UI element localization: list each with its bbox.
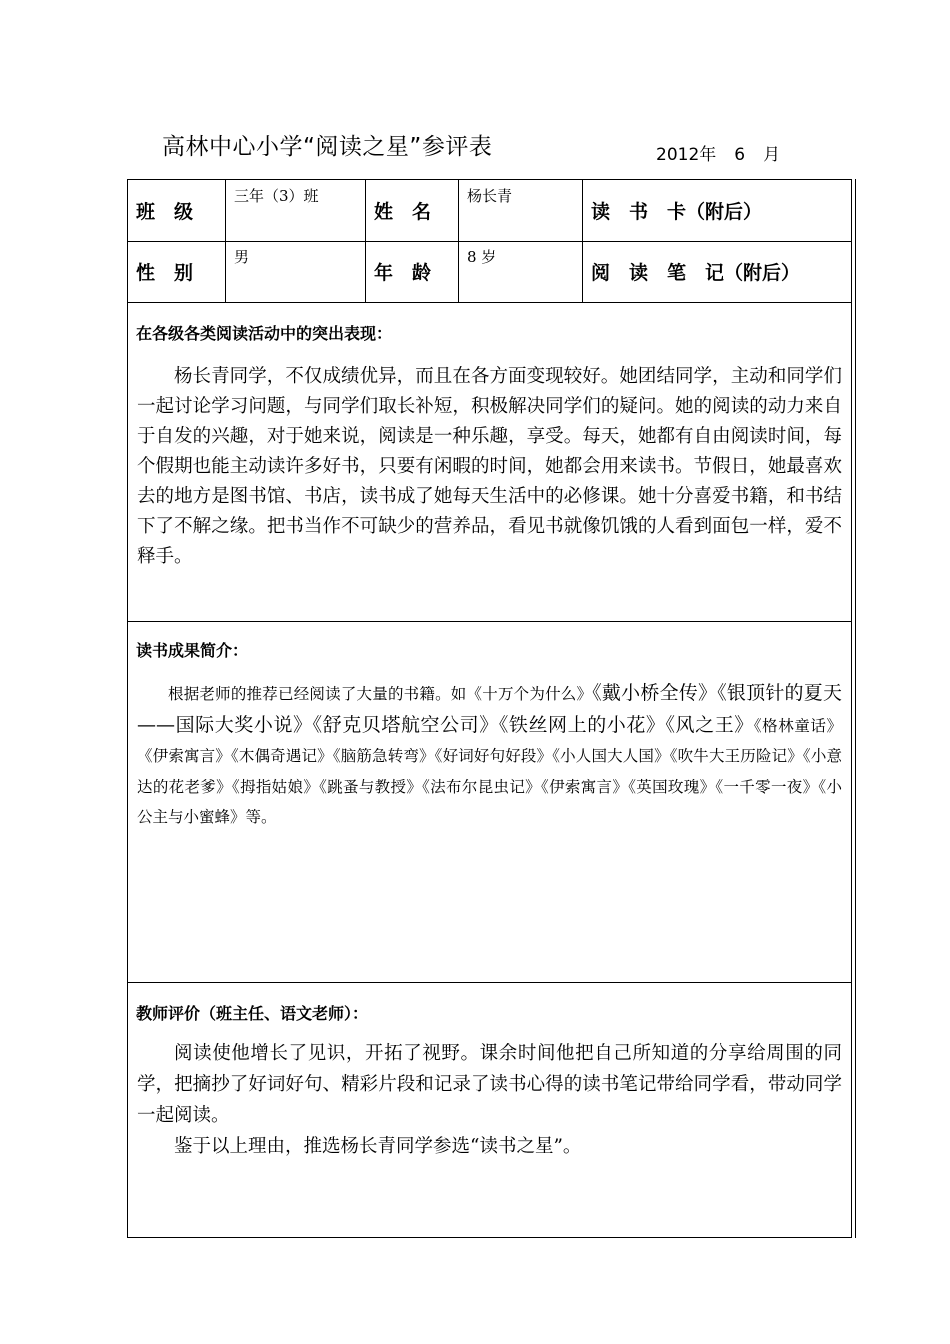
row-divider	[128, 302, 851, 303]
results-book-titles-large: 《戴小桥全传》《银顶针的夏天——国际大奖小说》《舒克贝塔航空公司》《铁丝网上的小花》《风之王》	[137, 682, 842, 736]
form-date	[656, 140, 780, 165]
class-label: 班 级	[136, 201, 194, 223]
performance-heading: 在各级各类阅读活动中的突出表现：	[136, 324, 393, 343]
row-divider	[128, 241, 851, 242]
column-divider	[225, 180, 226, 302]
evaluation-heading: 教师评价（班主任、语文老师）：	[136, 1004, 369, 1023]
date-month-label: 月	[763, 145, 781, 165]
evaluation-form-table	[127, 179, 852, 1238]
results-text	[137, 678, 842, 833]
reading-notes-label: 阅 读 笔 记（附后）	[591, 262, 801, 284]
date-month-number: 6	[734, 145, 746, 165]
name-value: 杨长青	[467, 187, 513, 205]
results-heading: 读书成果简介：	[136, 641, 249, 660]
column-divider	[458, 180, 459, 302]
column-divider	[365, 180, 366, 302]
name-label: 姓 名	[374, 201, 432, 223]
row-divider	[128, 621, 851, 622]
row-divider	[128, 982, 851, 983]
performance-paragraph: 杨长青同学，不仅成绩优异，而且在各方面变现较好。她团结同学，主动和同学们一起讨论学习问题，与同学们取长补短，积极解决同学们的疑问。她的阅读的动力来自于自发的兴趣，对于她来说，阅读是一种乐趣，享受。每天，她都有自由阅读时间，每个假期也能主动读许多好书，只要有闲暇的时间，她都会用来读书。节假日，她最喜欢去的地方是图书馆、书店，读书成了她每天生活中的必修课。她十分喜爱书籍，和书结下了不解之缘。把书当作不可缺少的营养品，看见书就像饥饿的人看到面包一样，爱不释手。	[137, 366, 842, 567]
evaluation-paragraph-1: 阅读使他增长了见识，开拓了视野。课余时间他把自己所知道的分享给周围的同学，把摘抄了好词好句、精彩片段和记录了读书心得的读书笔记带给同学看，带动同学一起阅读。	[137, 1043, 842, 1126]
date-year: 2012年	[656, 145, 717, 165]
class-value: 三年（3）班	[234, 187, 319, 205]
gender-value: 男	[234, 248, 250, 266]
gender-label: 性 别	[136, 262, 194, 284]
reading-card-label: 读 书 卡（附后）	[591, 201, 763, 223]
column-divider	[582, 180, 583, 302]
results-book-titles-small: 《格林童话》《伊索寓言》《木偶奇遇记》《脑筋急转弯》《好词好句好段》《小人国大人国》《吹牛大王历险记》《小意达的花老爹》《拇指姑娘》《跳蚤与教授》《法布尔昆虫记》《伊索寓言》《英国玫瑰》《一千零一夜》《小公主与小蜜蜂》等。	[137, 716, 842, 826]
performance-text	[137, 362, 842, 572]
evaluation-paragraph-2: 鉴于以上理由，推选杨长青同学参选“读书之星”。	[174, 1136, 582, 1157]
evaluation-text	[137, 1038, 842, 1162]
age-label: 年 龄	[374, 262, 432, 284]
age-value: 8 岁	[467, 248, 497, 266]
results-intro: 根据老师的推荐已经阅读了大量的书籍。如《十万个为什么》	[168, 685, 593, 703]
form-title: 高林中心小学“阅读之星”参评表	[162, 134, 493, 160]
